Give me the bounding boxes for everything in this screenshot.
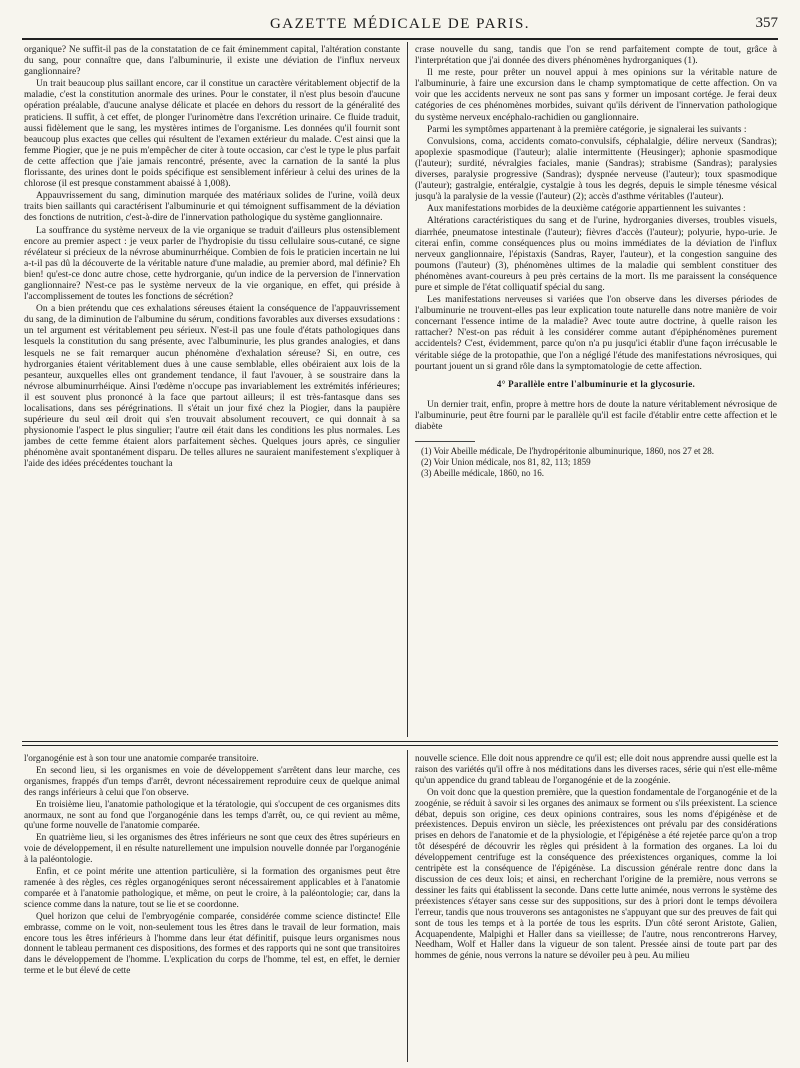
paragraph: Parmi les symptômes appartenant à la première catégorie, je signalerai les suivants :: [427, 124, 747, 135]
section-heading: 4° Parallèle entre l'albuminurie et la glycosurie.: [496, 378, 696, 389]
paragraph: Appauvrissement du sang, diminution marquée des matériaux solides de l'urine, voilà deux traits bien saillants qui caractérisent l'albuminurie et qui témoignent suffisamment de la déviation des fonctions de nutrition, c'est-à-dire de l'innervation pathologique du système ganglionnaire.: [24, 191, 400, 224]
page-header: [22, 14, 778, 40]
footnote: (1) Voir Abeille médicale, De l'hydropéritonie albuminurique, 1860, nos 27 et 28.: [421, 446, 714, 457]
paragraph: Altérations caractéristiques du sang et de l'urine, hydrorganies diverses, troubles visuels, diarrhée, pneumatose intestinale (l'auteur); fièvres d'accès (l'auteur); polyurie, hypo-urie. Je citerai enfin, comme conséquences plus ou moins immédiates de la déviation de l'influx nerveux ganglionnaire, l'épistaxis (Sandras, Rayer, l'auteur), et la congestion sanguine des poumons (l'auteur) (3), phénomènes ultimes de la maladie qui semblent constituer des phénomènes avant-coureurs à peu près certains de la mort. Ils me paraissent la conséquence pure et simple de l'état colliquatif spécial du sang.: [415, 216, 777, 293]
paragraph: crase nouvelle du sang, tandis que l'on se rend parfaitement compte de tout, grâce à l'interprétation que j'ai donnée des divers phénomènes hydrorganiques (1).: [415, 45, 777, 67]
paragraph: En troisième lieu, l'anatomie pathologique et la tératologie, qui s'occupent de ces organismes dits anormaux, ne sont au fond que l'organogénie dans les temps d'arrêt, ou, ce qui revient au même, qu'une forme nouvelle de l'anatomie comparée.: [24, 799, 400, 832]
paragraph: La souffrance du système nerveux de la vie organique se traduit d'ailleurs plus ostensiblement encore au premier aspect : je veux parler de l'hydropisie du tissu cellulaire sous-cutané, ce signe révélateur si précieux de la névrose abuminurrhéique. Combien de fois le praticien incertain ne lui a-t-il pas dû la découverte de la véritable nature d'une maladie, au premier abord, mal définie? Eh bien! qu'est-ce donc autre chose, cette hydrorganie, qu'un indice de la perversion de l'innervation ganglionnaire? N'est-ce pas le système nerveux de la vie organique, en effet, qui préside à l'accomplissement de toutes les fonctions de sécrétion?: [24, 225, 400, 303]
column-divider-bottom: [407, 750, 408, 1062]
paragraph: On a bien prétendu que ces exhalations séreuses étaient la conséquence de l'appauvrissement du sang, de la diminution de l'albumine du sérum, conditions favorables aux diverses exsudations : un tel argument est véritablement peu sérieux. N'est-il pas une foule d'états pathologiques dans lesquels la constitution du sang présente, avec l'albuminurie, les plus grandes analogies, et dans lesquels ne se fait remarquer aucun phénomène d'exhalation séreuse? Si, en outre, ces hydrorganies étaient véritablement dues à une cause semblable, elles obéiraient aux lois de la pesanteur, auxquelles elles ont grandement tendance, il faut l'avouer, à se soustraire dans la névrose albuminurrhéique. Ainsi l'œdème n'occupe pas invariablement les extrémités inférieures; il est souvent plus prononcé à la face que partout ailleurs; il est très-fantasque dans ses localisations, dans ses pérégrinations. Il s'était un jour fixé chez la Piogier, dans la paupière supérieure du seul œil droit qui s'en trouvait absolument recouvert, ce qui donnait à sa physionomie l'aspect le plus singulier; l'autre œil était dans les conditions les plus normales. Les jambes de cette femme étaient alors parfaitement sèches. Quelques jours après, ce singulier phénomène avait spontanément disparu. De telles allures ne sauraient manifestement s'expliquer à l'aide des idées précédentes touchant la: [24, 304, 400, 470]
paragraph: Les manifestations nerveuses si variées que l'on observe dans les diverses périodes de l'albuminurie ne trouvent-elles pas leur explication toute naturelle dans notre manière de voir concernant l'essence intime de la maladie? Avec toute autre doctrine, à quelle raison les rattacher? N'est-on pas réduit à les considérer comme autant d'épiphénomènes purement accidentels? C'est, évidemment, parce qu'on n'a pu jusqu'ici établir d'une façon irrécusable le véritable siége de la protopathie, que l'on a négligé l'étude des manifestations névrosiques, qui pourtant jouent un si grand rôle dans la symptomatologie de cette affection.: [415, 295, 777, 372]
page-number: 357: [755, 15, 778, 31]
paragraph: Il me reste, pour prêter un nouvel appui à mes opinions sur la véritable nature de l'albuminurie, à faire une excursion dans le champ symptomatique de cette affection. On va voir que les accidents nerveux ne sont pas sans y former un imposant cortége. Je ferai deux catégories de ces phénomènes morbides, suivant qu'ils dérivent de l'innervation pathologique du système nerveux encéphalo-rachidien ou ganglionnaire.: [415, 68, 777, 123]
paragraph: organique? Ne suffit-il pas de la constatation de ce fait éminemment capital, l'altération constante du sang, pour connaître que, dans l'albuminurie, il existe une déviation de l'influx nerveux ganglionnaire?: [24, 45, 400, 78]
paragraph: En second lieu, si les organismes en voie de développement s'arrêtent dans leur marche, ces organismes, frappés d'un temps d'arrêt, devront nécessairement reproduire ceux de quelque animal des rangs inférieurs à celui que l'on observe.: [24, 765, 400, 798]
paragraph: On voit donc que la question première, que la question fondamentale de l'organogénie et de la zoogénie, se réduit à savoir si les organes des animaux se forment ou s'ils préexistent. La science débat, depuis son origine, ces deux opinions contraires, sous les noms d'épigénèse et de préexistences. Depuis environ un siècle, les préexistences ont prévalu par des considérations prises en dehors de l'anatomie et de la physiologie, et l'épigénèse a été rejetée parce qu'on a trop tôt désespéré de découvrir les règles qui président à la formation des organes. La loi du développement centrifuge est la conséquence des préexistences organiques, comme la loi centripète est la conséquence de l'épigénèse. La discussion générale rentre donc dans la discussion de ces deux lois; et ainsi, en recherchant l'origine de la première, nous verrons se dessiner les faits qui établissent la seconde. Dans cette lutte animée, nous verrons le système des préexistences s'étayer sans cesse sur des suppositions, sur des à priori dont le temps dévoilera l'erreur, tandis que nous trouverons ses antagonistes ne s'appuyant que sur des preuves de fait qui sont de tous les temps et à la portée de tous les esprits. D'un côté seront Aristote, Galien, Acquapendente, Malpighi et Haller dans sa vieillesse; de l'autre, nous rencontrerons Harvey, Needham, Wolf et Haller dans la vigueur de son talent. Pressée ainsi de toute part par des hommes de génie, nous verrons la nature se dévoiler peu à peu. Au milieu: [415, 787, 777, 962]
paragraph: l'organogénie est à son tour une anatomie comparée transitoire.: [24, 754, 259, 764]
paragraph: Enfin, et ce point mérite une attention particulière, si la formation des organismes peut être ramenée à des règles, ces règles organogéniques seront nécessairement applicables et à l'anatomie comparée et à l'anatomie pathologique, et même, on peut le croire, à la paléontologie; car, dans la science comme dans la nature, tout se lie et se coordonne.: [24, 867, 400, 910]
paragraph: Aux manifestations morbides de la deuxième catégorie appartiennent les suivantes :: [427, 204, 746, 215]
paragraph: Convulsions, coma, accidents comato-convulsifs, céphalalgie, délire nerveux (Sandras); apoplexie spasmodique (l'auteur); alalie intermittente (Heusinger); aphonie spasmodique (l'auteur); surdité, névralgies faciales, manie (Sandras); strabisme (Sandras); paralysies diverses, paralysie progressive (Sandras); dyspnée nerveuse (l'auteur); toux spasmodique (l'auteur); gastralgie, entéralgie, cystalgie à tous les degrés, depuis le simple ténesme vésical jusqu'à la paralysie de la vessie (l'auteur) (2); accès d'asthme véritables (l'auteur).: [415, 136, 777, 203]
paragraph: Un dernier trait, enfin, propre à mettre hors de doute la nature véritablement névrosique de l'albuminurie, peut être fourni par le parallèle qu'il est facile d'établir entre cette affection et le diabète: [415, 399, 777, 432]
bottom-left-column: [24, 754, 400, 1059]
top-left-column: [24, 45, 400, 735]
top-right-column: [415, 45, 777, 735]
paragraph: Quel horizon que celui de l'embryogénie comparée, considérée comme science distincte! Elle embrasse, comme on le voit, non-seulement tous les êtres dans le travail de leur formation, mais encore tous les êtres inférieurs à l'homme dans leur état définitif, puisque leurs organismes nous donnent le tableau permanent ces dispositions, des formes et des rapports qui ne sont que transitoires dans le développement de l'homme. L'explication du corps de l'homme, tel est, en effet, le dernier terme et le but élevé de cette: [24, 911, 400, 977]
section-divider-second: [22, 745, 778, 746]
column-divider-top: [407, 42, 408, 737]
paragraph: Un trait beaucoup plus saillant encore, car il constitue un caractère véritablement objectif de la maladie, c'est la constitution anormale des urines. Pour le constater, il n'est plus besoin d'aucune opération préalable, d'aucune analyse délicate et placée en dehors du ressort de la généralité des praticiens. Il suffit, à cet effet, de plonger l'urinomètre dans l'excrétion urinaire. Ce fluide traduit, aussi fidèlement que le sang, les mystères intimes de l'organisme. Les données qu'il fournit sont beaucoup plus exactes que celles qui résultent de l'examen extérieur du malade. C'est ainsi que la femme Piogier, que je ne puis m'empêcher de citer à toute occasion, car c'est le type le plus parfait de cette affection que j'aie jamais rencontré, présente, avec la carnation de la santé la plus florissante, des urines dont le poids spécifique est sensiblement inférieur à celui des urines de la chlorose (il est presque constamment abaissé à 1,008).: [24, 79, 400, 190]
footnote: (2) Voir Union médicale, nos 81, 82, 113; 1859: [421, 457, 591, 468]
section-divider: [22, 741, 778, 742]
paragraph: En quatrième lieu, si les organismes des êtres inférieurs ne sont que ceux des êtres supérieurs en voie de développement, il en résulte naturellement une impulsion nouvelle donnée par l'organogénie à la paléontologie.: [24, 833, 400, 866]
footnote: (3) Abeille médicale, 1860, no 16.: [421, 468, 544, 479]
bottom-right-column: [415, 754, 777, 1059]
footnote-separator: [415, 441, 475, 442]
journal-title: GAZETTE MÉDICALE DE PARIS.: [269, 16, 531, 32]
paragraph: nouvelle science. Elle doit nous apprendre ce qu'il est; elle doit nous apprendre aussi quelle est la raison des variétés qu'il offre à nos méditations dans les diverses races, série qui n'est elle-même qu'un appendice du grand tableau de l'organogénie et de la zoogénie.: [415, 754, 777, 786]
